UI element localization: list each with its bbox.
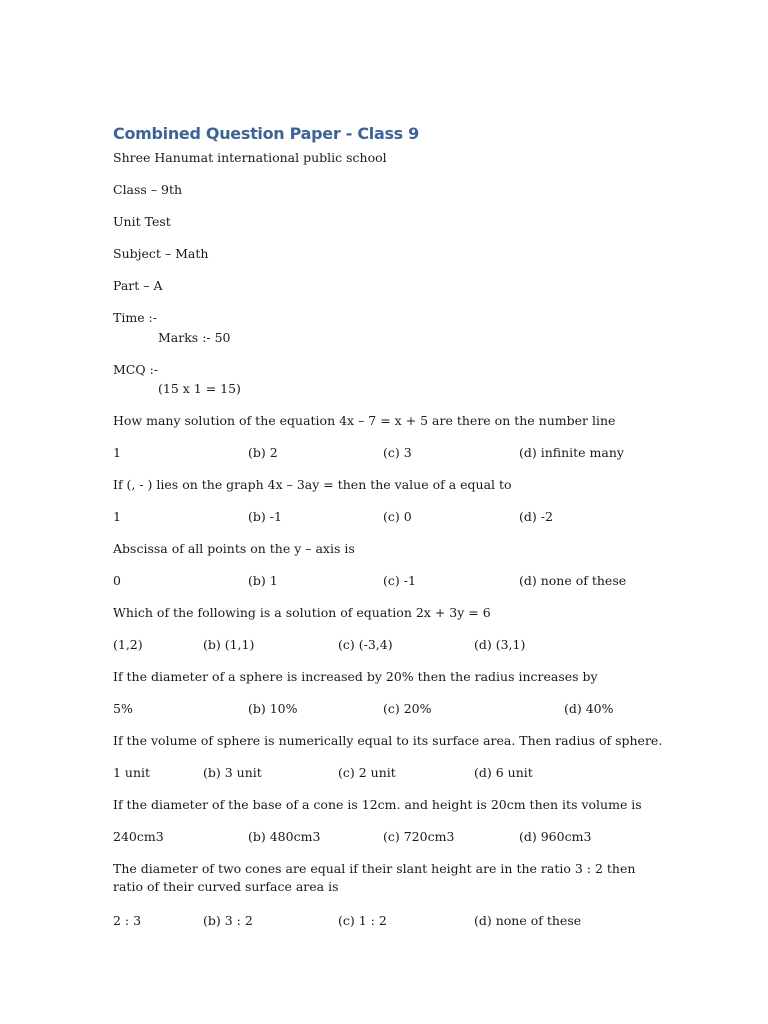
option-b: (b) 2 [248, 445, 278, 460]
option-a: 1 [113, 445, 121, 460]
option-c: (c) 0 [383, 509, 412, 524]
option-d: (d) none of these [474, 913, 582, 928]
option-c: (c) 720cm3 [383, 829, 455, 844]
option-b: (b) 3 : 2 [203, 913, 253, 928]
time-line: Time :- [113, 310, 157, 325]
question-text: If the diameter of the base of a cone is 12cm. and height is 20cm then its volume is [113, 797, 642, 812]
option-c: (c) 20% [383, 701, 432, 716]
option-c: (c) 1 : 2 [338, 913, 387, 928]
option-b: (b) 480cm3 [248, 829, 321, 844]
option-d: (d) 960cm3 [519, 829, 592, 844]
option-c: (c) 2 unit [338, 765, 396, 780]
mcq-marks-line: (15 x 1 = 15) [158, 381, 241, 396]
option-d: (d) 6 unit [474, 765, 533, 780]
mcq-line: MCQ :- [113, 362, 159, 377]
option-a: 2 : 3 [113, 913, 142, 928]
option-d: (d) none of these [519, 573, 627, 588]
option-a: 240cm3 [113, 829, 164, 844]
option-a: 0 [113, 573, 121, 588]
question-text: If (, - ) lies on the graph 4x – 3ay = then the value of a equal to [113, 477, 512, 492]
option-a: 5% [113, 701, 133, 716]
option-d: (d) 40% [564, 701, 614, 716]
page-title: Combined Question Paper - Class 9 [113, 124, 420, 143]
option-b: (b) -1 [248, 509, 282, 524]
option-a: (1,2) [113, 637, 143, 652]
option-d: (d) (3,1) [474, 637, 526, 652]
option-d: (d) infinite many [519, 445, 624, 460]
question-text: If the diameter of a sphere is increased by 20% then the radius increases by [113, 669, 598, 684]
school-name: Shree Hanumat international public school [113, 150, 387, 165]
option-b: (b) (1,1) [203, 637, 255, 652]
class-line: Class – 9th [113, 182, 183, 197]
marks-line: Marks :- 50 [158, 330, 231, 345]
option-c: (c) (-3,4) [338, 637, 393, 652]
option-b: (b) 1 [248, 573, 278, 588]
option-c: (c) -1 [383, 573, 416, 588]
option-a: 1 unit [113, 765, 151, 780]
option-b: (b) 3 unit [203, 765, 262, 780]
option-a: 1 [113, 509, 121, 524]
question-text: Abscissa of all points on the y – axis is [113, 541, 355, 556]
question-text: Which of the following is a solution of equation 2x + 3y = 6 [113, 605, 491, 620]
question-text: If the volume of sphere is numerically equal to its surface area. Then radius of sphere. [113, 733, 663, 748]
part-line: Part – A [113, 278, 163, 293]
option-d: (d) -2 [519, 509, 553, 524]
option-c: (c) 3 [383, 445, 412, 460]
test-line: Unit Test [113, 214, 171, 229]
question-text: How many solution of the equation 4x – 7 = x + 5 are there on the number line [113, 413, 616, 428]
subject-line: Subject – Math [113, 246, 209, 261]
option-b: (b) 10% [248, 701, 298, 716]
question-text: The diameter of two cones are equal if their slant height are in the ratio 3 : 2 then ratio of their curved surface area is [113, 861, 636, 894]
